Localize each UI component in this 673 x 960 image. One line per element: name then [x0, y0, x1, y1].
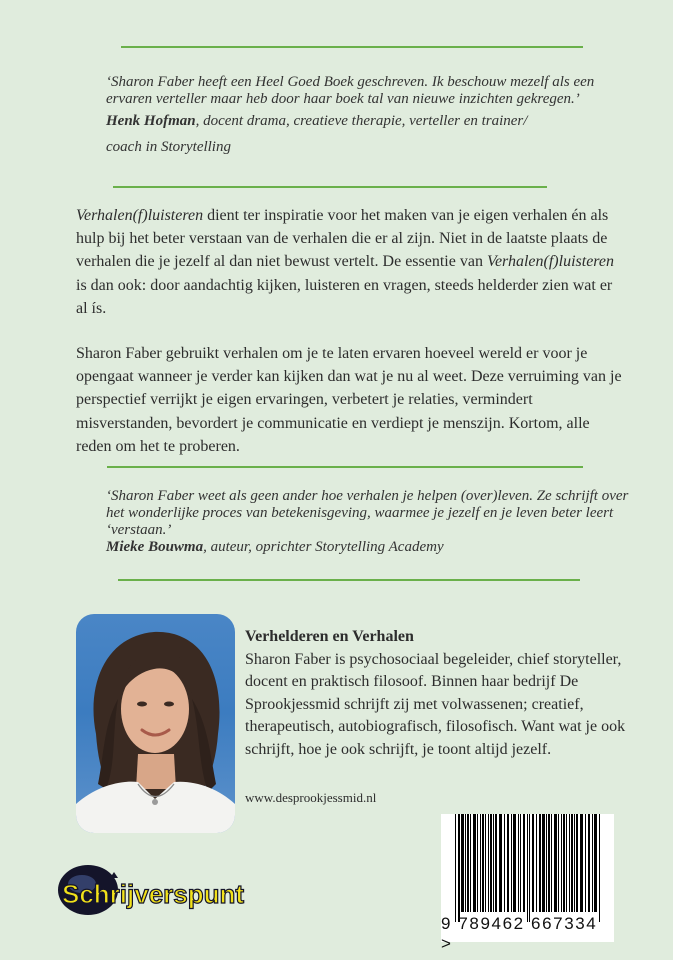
- publisher-logo-mark: [52, 858, 302, 918]
- quote-1-role-line2: coach in Storytelling: [106, 139, 231, 155]
- barcode-bar: [507, 814, 509, 912]
- barcode-bar: [465, 814, 466, 912]
- barcode-bar: [458, 814, 460, 922]
- barcode-bar: [558, 814, 559, 912]
- barcode-bar: [563, 814, 565, 912]
- barcode-bar: [467, 814, 469, 912]
- barcode-bar: [532, 814, 534, 912]
- barcode-bar: [523, 814, 525, 912]
- barcode-bar: [548, 814, 550, 912]
- barcode-bar: [455, 814, 456, 922]
- quote-2-text: ‘Sharon Faber weet als geen ander hoe verhalen je helpen (over)leven. Ze schrijft over het wonderlijke proces van betekenisgeving, waarmee je jezelf en je leven beter leert ‘verstaan.’: [106, 488, 629, 538]
- barcode-bar: [490, 814, 492, 912]
- barcode-bar: [499, 814, 502, 912]
- book-title-emphasis-1: Verhalen(f)luisteren: [76, 207, 204, 224]
- barcode-bar: [574, 814, 575, 912]
- endorsement-quote-1: [106, 74, 626, 160]
- barcode-bar: [520, 814, 521, 912]
- barcode-bar: [542, 814, 545, 912]
- barcode-bar: [511, 814, 512, 912]
- author-portrait-illustration: [76, 614, 235, 833]
- barcode-bar: [561, 814, 562, 912]
- barcode-bar: [529, 814, 530, 922]
- barcode-bar: [546, 814, 547, 912]
- quote-2-role: , auteur, oprichter Storytelling Academy: [203, 539, 444, 555]
- barcode-bar: [566, 814, 567, 912]
- author-photo: [76, 614, 235, 833]
- barcode-bar: [599, 814, 600, 922]
- divider-2: [113, 186, 547, 188]
- book-title-emphasis-2: Verhalen(f)luisteren: [486, 253, 615, 271]
- paragraph-1-text-a: dient ter inspiratie voor het maken van je eigen verhalen én als hulp bij het beter verstaan van de verhalen die er al zijn. Niet in de laatste plaats de verhalen die je jezelf al dan niet bewust vertelt. De essentie van: [76, 207, 609, 271]
- quote-2-author: Mieke Bouwma: [106, 539, 204, 555]
- barcode-bar: [571, 814, 573, 912]
- divider-4: [118, 579, 580, 581]
- barcode-bar: [594, 814, 597, 912]
- barcode-bar: [569, 814, 570, 912]
- endorsement-quote-2: [106, 488, 646, 556]
- barcode-bar: [554, 814, 557, 912]
- barcode-bar: [504, 814, 505, 912]
- barcode-bar: [518, 814, 519, 912]
- barcode-bar: [482, 814, 484, 912]
- bio-text: Sharon Faber is psychosociaal begeleider, chief storyteller, docent en praktisch filosoof. Binnen haar bedrijf De Sprookjessmid schrijft zij met volwassenen; creatief, therapeutisch, autobiografisch, filosofisch. Want wat je ook schrijft, hoe je ook schrijft, je toont altijd jezelf.: [245, 650, 626, 758]
- paragraph-1-text-b: is dan ook: door aandachtig kijken, luisteren en vragen, steeds helderder zien wat er al ís.: [76, 276, 613, 317]
- bio-title: Verhelderen en Verhalen: [245, 628, 414, 645]
- barcode-bar: [477, 814, 478, 912]
- barcode-bar: [527, 814, 528, 922]
- description-paragraph-1: [76, 204, 626, 320]
- barcode-bar: [580, 814, 583, 912]
- description-paragraph-2: Sharon Faber gebruikt verhalen om je te laten ervaren hoeveel wereld er voor je opengaat wanneer je verder kan kijken dan wat je nu al weet. Deze verruiming van je perspectief verrijkt je eigen ervaringen, verbetert je relaties, vermindert misverstanden, bevordert je communicatie en verdiept je menszijn. Kortom, alle reden om het te proberen.: [76, 345, 622, 455]
- barcode-bar: [461, 814, 464, 912]
- barcode-bar: [495, 814, 497, 912]
- barcode-bar: [488, 814, 489, 912]
- barcode-bar: [485, 814, 486, 912]
- barcode-bar: [592, 814, 593, 912]
- barcode-bar: [588, 814, 590, 912]
- barcode-bar: [551, 814, 552, 912]
- barcode-bar: [473, 814, 476, 912]
- barcode-bar: [576, 814, 578, 912]
- quote-1-text: ‘Sharon Faber heeft een Heel Goed Boek geschreven. Ik beschouw mezelf als een ervaren verteller maar heb door haar boek tal van nieuwe inzichten gekregen.’: [106, 74, 595, 107]
- publisher-logo: [52, 858, 302, 923]
- isbn-digits: 9 789462 667334 >: [441, 914, 598, 953]
- barcode-bar: [480, 814, 481, 912]
- divider-3: [107, 466, 583, 468]
- barcode-bar: [470, 814, 471, 912]
- quote-1-role-line1: , docent drama, creatieve therapie, verteller en trainer/: [195, 113, 528, 129]
- barcode-bar: [536, 814, 537, 912]
- barcode-bar: [513, 814, 516, 912]
- barcode-bar: [493, 814, 494, 912]
- author-bio: [245, 626, 645, 761]
- barcode-bar: [585, 814, 586, 912]
- quote-1-author: Henk Hofman: [106, 113, 196, 129]
- divider-top: [121, 46, 583, 48]
- publisher-logo-text: Schrijverspunt: [62, 879, 245, 909]
- quote-1-attribution: [106, 108, 626, 160]
- website-link[interactable]: www.desprookjessmid.nl: [245, 790, 377, 805]
- barcode-bar: [539, 814, 541, 912]
